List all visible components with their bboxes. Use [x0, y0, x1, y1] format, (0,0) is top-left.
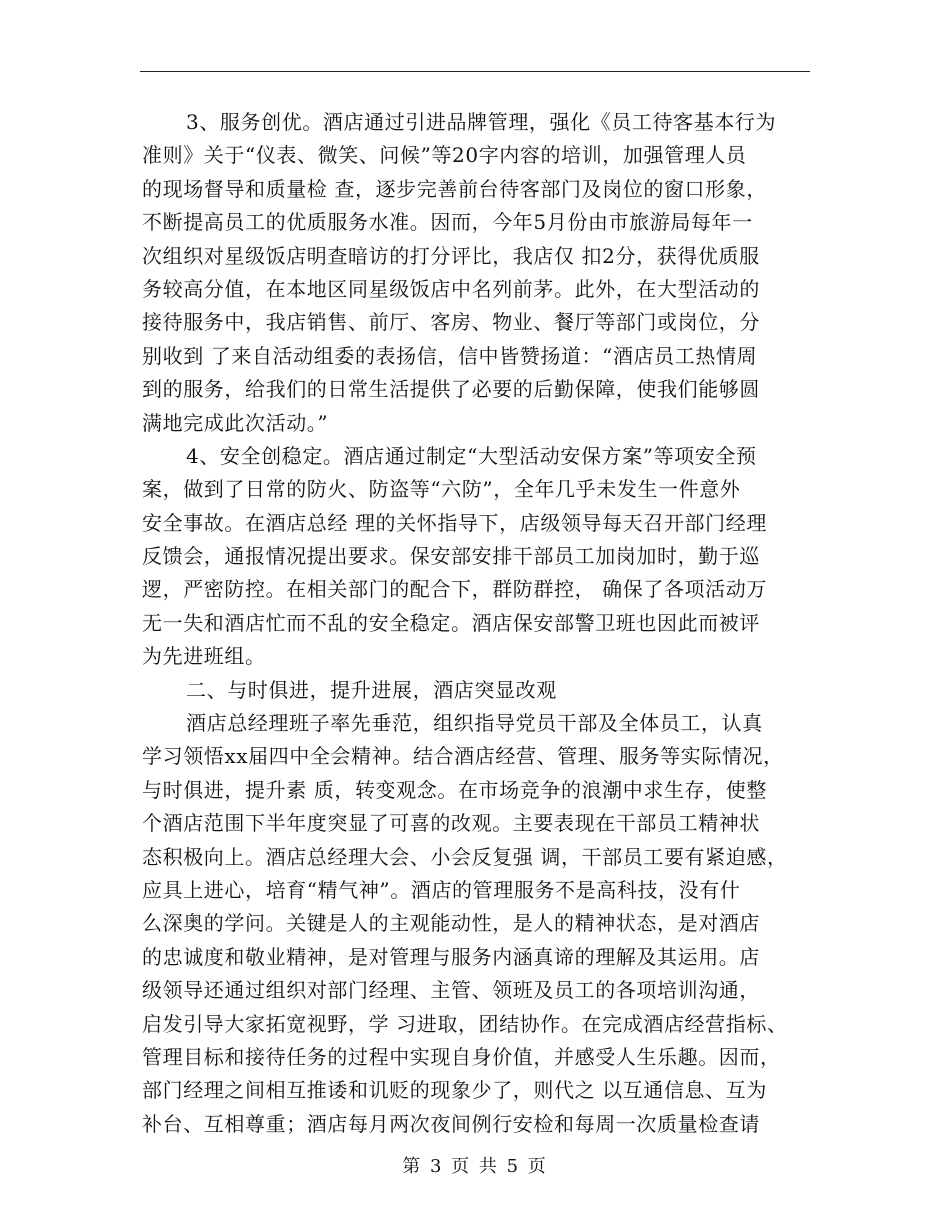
text-line: 无一失和酒店忙而不乱的安全稳定。酒店保安部警卫班也因此而被评 [142, 610, 760, 635]
text-line: 的现场督导和质量检 查，逐步完善前台待客部门及岗位的窗口形象， [142, 176, 767, 201]
text-line: 学习领悟xx届四中全会精神。结合酒店经营、管理、服务等实际情况， [142, 744, 784, 769]
text-line: 补台、互相尊重；酒店每月两次夜间例行安检和每周一次质量检查请 [142, 1111, 760, 1136]
text-line: 准则》关于“仪表、微笑、问候”等20字内容的培训，加强管理人员 [142, 143, 747, 168]
text-line: 3、服务创优。酒店通过引进品牌管理，强化《员工待客基本行为 [186, 110, 777, 134]
page-footer: 第 3 页 共 5 页 [402, 1156, 548, 1177]
text-line: 反馈会，通报情况提出要求。保安部安排干部员工加岗加时，勤于巡 [142, 544, 760, 569]
text-line: 逻，严密防控。在相关部门的配合下，群防群控， 确保了各项活动万 [142, 577, 767, 602]
text-line: 二、与时俱进，提升进展，酒店突显改观 [186, 677, 557, 702]
text-line: 4、安全创稳定。酒店通过制定“大型活动安保方案”等项安全预 [186, 443, 757, 468]
text-line: 的忠诚度和敬业精神，是对管理与服务内涵真谛的理解及其运用。店 [142, 944, 760, 969]
document-body [142, 106, 810, 1141]
text-line: 别收到 了来自活动组委的表扬信，信中皆赞扬道：“酒店员工热情周 [142, 343, 758, 368]
text-line: 态积极向上。酒店总经理大会、小会反复强 调，干部员工要有紧迫感， [142, 844, 788, 869]
text-line: 应具上进心，培育“精气神”。酒店的管理服务不是高科技，没有什 [142, 877, 741, 902]
text-line: 与时俱进，提升素 质，转变观念。在市场竞争的浪潮中求生存，使整 [142, 777, 767, 802]
text-line: 为先进班组。 [142, 644, 266, 669]
text-line: 次组织对星级饭店明查暗访的打分评比，我店仅 扣2分，获得优质服 [142, 243, 760, 268]
text-line: 不断提高员工的优质服务水准。因而，今年5月份由市旅游局每年一 [142, 210, 753, 235]
text-line: 启发引导大家拓宽视野，学 习进取，团结协作。在完成酒店经营指标、 [142, 1011, 788, 1036]
text-line: 个酒店范围下半年度突显了可喜的改观。主要表现在干部员工精神状 [142, 811, 760, 836]
text-line: 务较高分值，在本地区同星级饭店中名列前茅。此外，在大型活动的 [142, 276, 760, 301]
text-line: 部门经理之间相互推诿和讥贬的现象少了，则代之 以互通信息、互为 [142, 1078, 767, 1103]
text-line: 满地完成此次活动。” [142, 410, 329, 435]
text-line: 安全事故。在酒店总经 理的关怀指导下，店级领导每天召开部门经理 [142, 510, 767, 535]
text-line: 案，做到了日常的防火、防盗等“六防”，全年几乎未发生一件意外 [142, 477, 741, 502]
text-line: 接待服务中，我店销售、前厅、客房、物业、餐厅等部门或岗位，分 [142, 310, 760, 335]
text-line: 酒店总经理班子率先垂范，组织指导党员干部及全体员工，认真 [186, 711, 763, 736]
header-rule [140, 71, 810, 72]
text-line: 到的服务，给我们的日常生活提供了必要的后勤保障，使我们能够圆 [142, 377, 760, 402]
text-line: 级领导还通过组织对部门经理、主管、领班及员工的各项培训沟通， [142, 978, 760, 1003]
text-line: 么深奥的学问。关键是人的主观能动性，是人的精神状态，是对酒店 [142, 911, 760, 936]
text-line: 管理目标和接待任务的过程中实现自身价值，并感受人生乐趣。因而， [142, 1044, 781, 1069]
